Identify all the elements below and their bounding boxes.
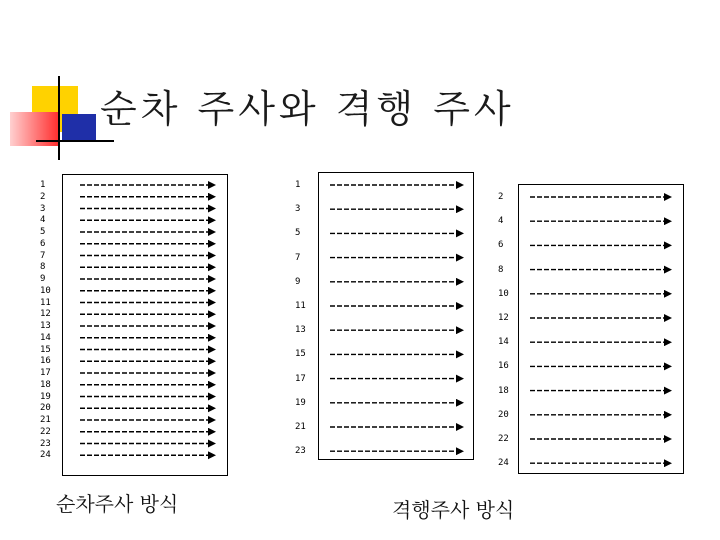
- interlaced-even-label: 2: [498, 192, 504, 202]
- interlaced-odd-label: 5: [295, 228, 301, 239]
- progressive-line-label: 15: [40, 344, 51, 355]
- interlaced-odd-label: 23: [295, 446, 306, 457]
- interlaced-even-label: 10: [498, 288, 509, 299]
- interlaced-even-label: 6: [498, 240, 504, 251]
- progressive-line-label: 2: [40, 191, 46, 202]
- interlaced-even-label: 24: [498, 458, 509, 469]
- interlaced-even-label: 16: [498, 361, 509, 372]
- progressive-line-label: 18: [40, 379, 51, 390]
- page-title: 순차 주사와 격행 주사: [100, 87, 515, 131]
- interlaced-caption: 격행주사 방식: [392, 498, 515, 522]
- interlaced-odd-label: 21: [295, 422, 306, 432]
- interlaced-odd-label: 19: [295, 397, 306, 408]
- progressive-line-label: 20: [40, 403, 51, 414]
- progressive-line-label: 21: [40, 415, 51, 425]
- progressive-line-label: 22: [40, 426, 51, 437]
- interlaced-even-label: 18: [498, 385, 509, 396]
- progressive-line-label: 7: [40, 250, 46, 261]
- progressive-line-label: 9: [40, 274, 46, 284]
- progressive-line-label: 23: [40, 438, 51, 449]
- interlaced-odd-label: 7: [295, 252, 301, 263]
- progressive-line-label: 4: [40, 215, 46, 226]
- progressive-line-label: 3: [40, 203, 46, 214]
- progressive-line-label: 6: [40, 238, 46, 249]
- interlaced-odd-label: 9: [295, 276, 301, 287]
- progressive-line-label: 24: [40, 450, 51, 461]
- progressive-line-label: 5: [40, 227, 46, 237]
- progressive-line-label: 10: [40, 285, 51, 296]
- progressive-line-label: 1: [40, 180, 46, 190]
- interlaced-even-label: 20: [498, 409, 509, 420]
- progressive-line-label: 8: [40, 262, 46, 273]
- progressive-caption: 순차주사 방식: [56, 492, 179, 516]
- progressive-line-label: 14: [40, 332, 51, 343]
- interlaced-even-label: 4: [498, 216, 504, 227]
- interlaced-odd-label: 11: [295, 301, 306, 311]
- interlaced-even-label: 12: [498, 313, 509, 323]
- interlaced-even-label: 14: [498, 337, 509, 348]
- interlaced-odd-label: 1: [295, 180, 301, 190]
- interlaced-even-label: 22: [498, 434, 509, 444]
- progressive-line-label: 17: [40, 368, 51, 378]
- interlaced-odd-label: 3: [295, 204, 301, 215]
- interlaced-odd-label: 15: [295, 349, 306, 360]
- interlaced-even-label: 8: [498, 264, 504, 275]
- progressive-line-label: 12: [40, 309, 51, 320]
- progressive-line-label: 19: [40, 391, 51, 402]
- progressive-line-label: 11: [40, 297, 51, 308]
- interlaced-odd-label: 17: [295, 373, 306, 384]
- progressive-line-label: 16: [40, 356, 51, 367]
- progressive-line-label: 13: [40, 321, 51, 331]
- interlaced-odd-label: 13: [295, 325, 306, 336]
